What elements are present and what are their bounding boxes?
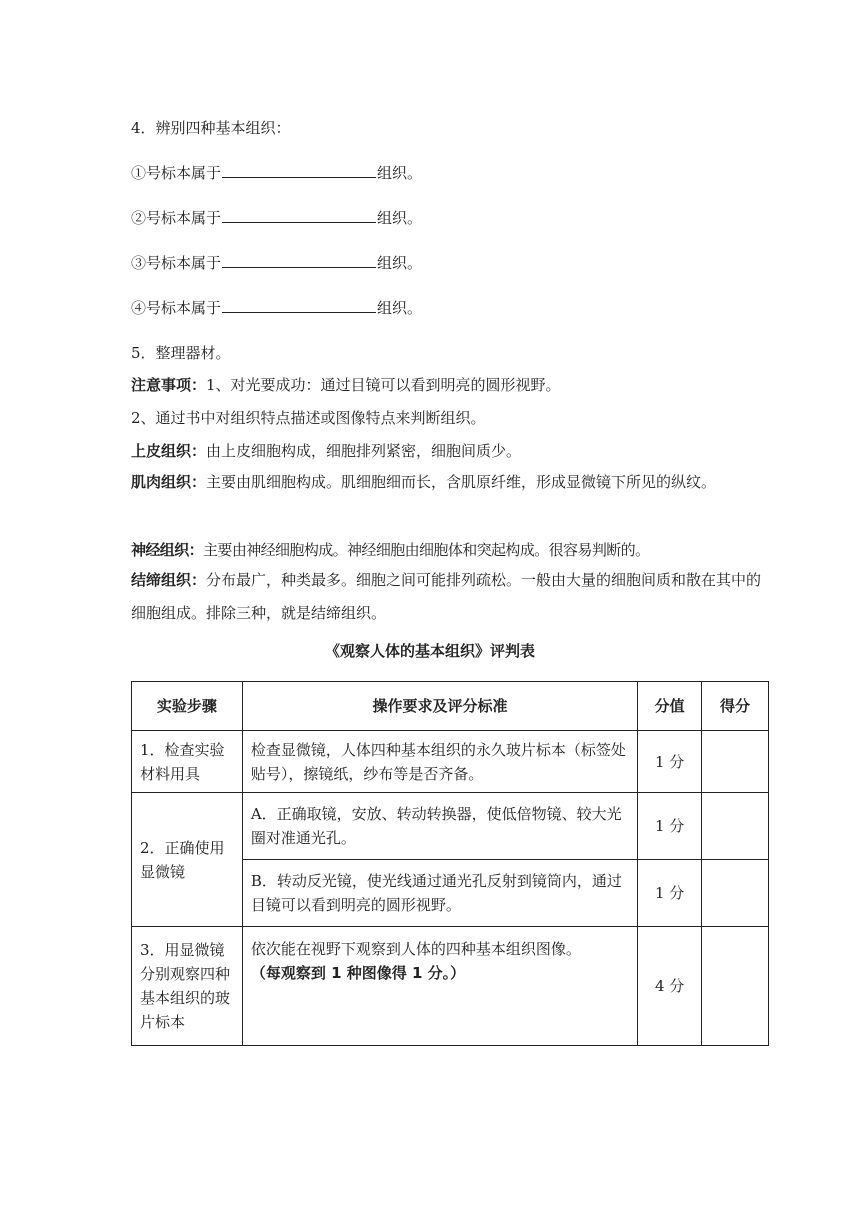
- nerve-text: 主要由神经细胞构成。神经细胞由细胞体和突起构成。很容易判断的。: [203, 541, 650, 559]
- specimen-prefix: ④号标本属于: [131, 299, 222, 317]
- attention-line-1: [131, 374, 561, 395]
- specimen-line-1: [131, 162, 422, 183]
- row-score: 1 分: [638, 860, 702, 927]
- requirement-bold-note: （每观察到 1 种图像得 1 分。）: [250, 964, 466, 982]
- specimen-prefix: ②号标本属于: [131, 209, 222, 227]
- muscle-text: 主要由肌细胞构成。肌细胞细而长，含肌原纤维，形成显微镜下所见的纵纹。: [206, 473, 717, 491]
- table-row: [132, 731, 769, 793]
- table-title: 《观察人体的基本组织》评判表: [324, 642, 535, 660]
- header-earned: 得分: [702, 682, 769, 731]
- specimen-line-3: [131, 252, 422, 273]
- row-step: 2．正确使用显微镜: [132, 793, 243, 927]
- row-requirement: 检查显微镜，人体四种基本组织的永久玻片标本（标签处贴号），擦镜纸，纱布等是否齐备。: [242, 731, 637, 793]
- answer-blank-1[interactable]: [222, 163, 376, 178]
- row-requirement: [242, 927, 637, 1046]
- answer-blank-4[interactable]: [222, 298, 376, 313]
- connective-note: [131, 564, 771, 630]
- specimen-line-2: [131, 207, 422, 228]
- nerve-note: [131, 539, 649, 560]
- epithelial-note: [131, 440, 521, 461]
- step5-title: 5．整理器材。: [131, 344, 231, 362]
- row-score: 1 分: [638, 793, 702, 860]
- connective-label: 结缔组织：: [131, 571, 207, 589]
- row-requirement: B．转动反光镜，使光线通过通光孔反射到镜筒内，通过目镜可以看到明亮的圆形视野。: [242, 860, 637, 927]
- specimen-suffix: 组织。: [377, 164, 423, 182]
- attention-line-2: 2、通过书中对组织特点描述或图像特点来判断组织。: [131, 409, 486, 427]
- specimen-prefix: ①号标本属于: [131, 164, 222, 182]
- table-row: [132, 793, 769, 860]
- row-requirement: A．正确取镜，安放、转动转换器，使低倍物镜、较大光圈对准通光孔。: [242, 793, 637, 860]
- row-earned-cell[interactable]: [702, 927, 769, 1046]
- specimen-line-4: [131, 297, 422, 318]
- header-score: 分值: [638, 682, 702, 731]
- row-earned-cell[interactable]: [702, 731, 769, 793]
- answer-blank-3[interactable]: [222, 253, 376, 268]
- specimen-prefix: ③号标本属于: [131, 254, 222, 272]
- muscle-note: [131, 466, 771, 499]
- muscle-label: 肌肉组织：: [131, 473, 207, 491]
- row-step: 1．检查实验材料用具: [132, 731, 243, 793]
- specimen-suffix: 组织。: [377, 299, 423, 317]
- header-requirement: 操作要求及评分标准: [242, 682, 637, 731]
- row-earned-cell[interactable]: [702, 860, 769, 927]
- row-score: 1 分: [638, 731, 702, 793]
- attention-text-1: 1、对光要成功：通过目镜可以看到明亮的圆形视野。: [206, 376, 561, 394]
- epithelial-label: 上皮组织：: [131, 442, 207, 460]
- nerve-label: 神经组织：: [131, 541, 204, 559]
- connective-text: 分布最广，种类最多。细胞之间可能排列疏松。一般由大量的细胞间质和散在其中的细胞组成。排除三种，就是结缔组织。: [131, 571, 762, 622]
- epithelial-text: 由上皮细胞构成，细胞排列紧密，细胞间质少。: [206, 442, 522, 460]
- specimen-suffix: 组织。: [377, 209, 423, 227]
- row-step: 3．用显微镜分别观察四种基本组织的玻片标本: [132, 927, 243, 1046]
- evaluation-table: [131, 681, 769, 1046]
- attention-label: 注意事项：: [131, 376, 207, 394]
- requirement-text: 依次能在视野下观察到人体的四种基本组织图像。: [250, 940, 581, 958]
- table-row: [132, 927, 769, 1046]
- specimen-suffix: 组织。: [377, 254, 423, 272]
- step4-title: 4．辨别四种基本组织：: [131, 119, 291, 137]
- answer-blank-2[interactable]: [222, 208, 376, 223]
- row-score: 4 分: [638, 927, 702, 1046]
- header-step: 实验步骤: [132, 682, 243, 731]
- row-earned-cell[interactable]: [702, 793, 769, 860]
- table-header-row: [132, 682, 769, 731]
